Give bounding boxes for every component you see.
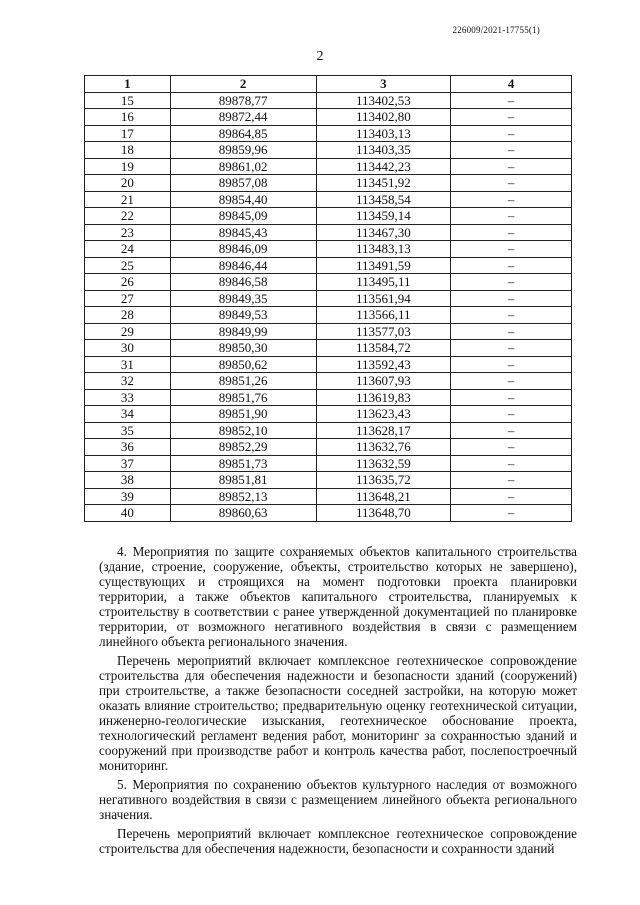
point-number-cell: 36 xyxy=(85,439,171,456)
y-coordinate-cell: 113451,92 xyxy=(316,175,451,192)
x-coordinate-cell: 89851,90 xyxy=(170,406,316,423)
y-coordinate-cell: 113458,54 xyxy=(316,191,451,208)
note-cell: – xyxy=(451,307,572,324)
note-cell: – xyxy=(451,455,572,472)
table-row xyxy=(85,323,572,340)
note-cell: – xyxy=(451,257,572,274)
point-number-cell: 32 xyxy=(85,373,171,390)
y-coordinate-cell: 113561,94 xyxy=(316,290,451,307)
x-coordinate-cell: 89852,29 xyxy=(170,439,316,456)
point-number-cell: 19 xyxy=(85,158,171,175)
point-number-cell: 38 xyxy=(85,472,171,489)
point-number-cell: 28 xyxy=(85,307,171,324)
table-row xyxy=(85,274,572,291)
table-row xyxy=(85,488,572,505)
table-row xyxy=(85,307,572,324)
table-row xyxy=(85,505,572,522)
table-row xyxy=(85,241,572,258)
note-cell: – xyxy=(451,340,572,357)
table-row xyxy=(85,439,572,456)
table-row xyxy=(85,175,572,192)
y-coordinate-cell: 113584,72 xyxy=(316,340,451,357)
y-coordinate-cell: 113607,93 xyxy=(316,373,451,390)
x-coordinate-cell: 89850,62 xyxy=(170,356,316,373)
y-coordinate-cell: 113635,72 xyxy=(316,472,451,489)
note-cell: – xyxy=(451,422,572,439)
page-number: 2 xyxy=(316,49,324,64)
point-number-cell: 40 xyxy=(85,505,171,522)
point-number-cell: 16 xyxy=(85,109,171,126)
column-header: 1 xyxy=(85,76,171,93)
x-coordinate-cell: 89851,73 xyxy=(170,455,316,472)
table-row xyxy=(85,406,572,423)
note-cell: – xyxy=(451,472,572,489)
y-coordinate-cell: 113442,23 xyxy=(316,158,451,175)
x-coordinate-cell: 89851,81 xyxy=(170,472,316,489)
table-row xyxy=(85,472,572,489)
point-number-cell: 24 xyxy=(85,241,171,258)
paragraph: 5. Мероприятия по сохранению объектов культурного наследия от возможного негативного воздействия в связи с размещением линейного объекта регионального значения. xyxy=(99,777,577,822)
x-coordinate-cell: 89860,63 xyxy=(170,505,316,522)
note-cell: – xyxy=(451,290,572,307)
point-number-cell: 37 xyxy=(85,455,171,472)
paragraph: 4. Мероприятия по защите сохраняемых объектов капитального строительства (здание, строение, сооружение, объекты, строительство которых не завершено), существующих и строящихся на момент подготовки проекта планировки территории, а также объектов капитального строительства, планируемых к строительству в соответствии с ранее утвержденной документацией по планировке территории, от возможного негативного воздействия в связи с размещением линейного объекта регионального значения. xyxy=(99,544,577,649)
paragraph: Перечень мероприятий включает комплексное геотехническое сопровождение строительства для обеспечения надежности, безопасности и сохранности зданий xyxy=(99,826,577,856)
table-body xyxy=(85,92,572,521)
note-cell: – xyxy=(451,92,572,109)
column-header: 4 xyxy=(451,76,572,93)
x-coordinate-cell: 89845,43 xyxy=(170,224,316,241)
x-coordinate-cell: 89854,40 xyxy=(170,191,316,208)
y-coordinate-cell: 113619,83 xyxy=(316,389,451,406)
note-cell: – xyxy=(451,125,572,142)
table-header-row xyxy=(85,76,572,93)
y-coordinate-cell: 113632,76 xyxy=(316,439,451,456)
body-text xyxy=(99,544,577,860)
table-row xyxy=(85,422,572,439)
x-coordinate-cell: 89851,76 xyxy=(170,389,316,406)
column-header: 2 xyxy=(170,76,316,93)
y-coordinate-cell: 113495,11 xyxy=(316,274,451,291)
point-number-cell: 20 xyxy=(85,175,171,192)
table-row xyxy=(85,158,572,175)
y-coordinate-cell: 113467,30 xyxy=(316,224,451,241)
point-number-cell: 30 xyxy=(85,340,171,357)
y-coordinate-cell: 113402,53 xyxy=(316,92,451,109)
x-coordinate-cell: 89857,08 xyxy=(170,175,316,192)
note-cell: – xyxy=(451,505,572,522)
table-row xyxy=(85,257,572,274)
coordinates-table xyxy=(84,75,572,522)
x-coordinate-cell: 89849,53 xyxy=(170,307,316,324)
point-number-cell: 17 xyxy=(85,125,171,142)
y-coordinate-cell: 113403,35 xyxy=(316,142,451,159)
table-row xyxy=(85,290,572,307)
point-number-cell: 34 xyxy=(85,406,171,423)
y-coordinate-cell: 113459,14 xyxy=(316,208,451,225)
point-number-cell: 15 xyxy=(85,92,171,109)
x-coordinate-cell: 89849,35 xyxy=(170,290,316,307)
point-number-cell: 31 xyxy=(85,356,171,373)
note-cell: – xyxy=(451,406,572,423)
table-row xyxy=(85,92,572,109)
note-cell: – xyxy=(451,373,572,390)
x-coordinate-cell: 89864,85 xyxy=(170,125,316,142)
y-coordinate-cell: 113648,21 xyxy=(316,488,451,505)
point-number-cell: 35 xyxy=(85,422,171,439)
x-coordinate-cell: 89846,09 xyxy=(170,241,316,258)
note-cell: – xyxy=(451,488,572,505)
x-coordinate-cell: 89859,96 xyxy=(170,142,316,159)
y-coordinate-cell: 113577,03 xyxy=(316,323,451,340)
point-number-cell: 26 xyxy=(85,274,171,291)
note-cell: – xyxy=(451,241,572,258)
note-cell: – xyxy=(451,208,572,225)
note-cell: – xyxy=(451,191,572,208)
document-number: 226009/2021-17755(1) xyxy=(452,25,540,35)
table-row xyxy=(85,224,572,241)
table-row xyxy=(85,142,572,159)
table-row xyxy=(85,389,572,406)
point-number-cell: 22 xyxy=(85,208,171,225)
point-number-cell: 39 xyxy=(85,488,171,505)
x-coordinate-cell: 89845,09 xyxy=(170,208,316,225)
column-header: 3 xyxy=(316,76,451,93)
point-number-cell: 33 xyxy=(85,389,171,406)
note-cell: – xyxy=(451,142,572,159)
table-row xyxy=(85,455,572,472)
x-coordinate-cell: 89846,44 xyxy=(170,257,316,274)
table-row xyxy=(85,356,572,373)
note-cell: – xyxy=(451,439,572,456)
note-cell: – xyxy=(451,356,572,373)
y-coordinate-cell: 113648,70 xyxy=(316,505,451,522)
note-cell: – xyxy=(451,274,572,291)
table-row xyxy=(85,208,572,225)
x-coordinate-cell: 89852,13 xyxy=(170,488,316,505)
note-cell: – xyxy=(451,323,572,340)
x-coordinate-cell: 89861,02 xyxy=(170,158,316,175)
table-row xyxy=(85,191,572,208)
point-number-cell: 23 xyxy=(85,224,171,241)
y-coordinate-cell: 113402,80 xyxy=(316,109,451,126)
x-coordinate-cell: 89852,10 xyxy=(170,422,316,439)
table-row xyxy=(85,109,572,126)
table-row xyxy=(85,125,572,142)
y-coordinate-cell: 113566,11 xyxy=(316,307,451,324)
y-coordinate-cell: 113483,13 xyxy=(316,241,451,258)
y-coordinate-cell: 113632,59 xyxy=(316,455,451,472)
x-coordinate-cell: 89850,30 xyxy=(170,340,316,357)
y-coordinate-cell: 113592,43 xyxy=(316,356,451,373)
x-coordinate-cell: 89872,44 xyxy=(170,109,316,126)
y-coordinate-cell: 113623,43 xyxy=(316,406,451,423)
note-cell: – xyxy=(451,158,572,175)
x-coordinate-cell: 89846,58 xyxy=(170,274,316,291)
point-number-cell: 27 xyxy=(85,290,171,307)
x-coordinate-cell: 89849,99 xyxy=(170,323,316,340)
note-cell: – xyxy=(451,224,572,241)
x-coordinate-cell: 89878,77 xyxy=(170,92,316,109)
x-coordinate-cell: 89851,26 xyxy=(170,373,316,390)
table-row xyxy=(85,373,572,390)
y-coordinate-cell: 113628,17 xyxy=(316,422,451,439)
paragraph: Перечень мероприятий включает комплексное геотехническое сопровождение строительства для обеспечения надежности и безопасности зданий (сооружений) при строительстве, а также безопасности соседней застройки, на которую может оказать влияние строительство; предварительную оценку геотехнической ситуации, инженерно-геологические изыскания, геотехническое обоснование проекта, технологический регламент ведения работ, мониторинг за сохранностью зданий и сооружений при производстве работ и контроль качества работ, послепостроечный мониторинг. xyxy=(99,653,577,773)
point-number-cell: 29 xyxy=(85,323,171,340)
point-number-cell: 21 xyxy=(85,191,171,208)
y-coordinate-cell: 113403,13 xyxy=(316,125,451,142)
point-number-cell: 18 xyxy=(85,142,171,159)
note-cell: – xyxy=(451,175,572,192)
point-number-cell: 25 xyxy=(85,257,171,274)
table-row xyxy=(85,340,572,357)
note-cell: – xyxy=(451,109,572,126)
y-coordinate-cell: 113491,59 xyxy=(316,257,451,274)
note-cell: – xyxy=(451,389,572,406)
